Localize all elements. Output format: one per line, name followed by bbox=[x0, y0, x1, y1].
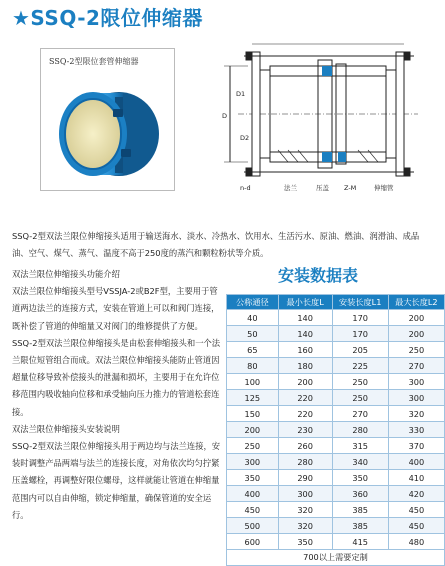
table-cell: 150 bbox=[227, 406, 279, 422]
table-cell: 80 bbox=[227, 358, 279, 374]
part-label-tube: 伸缩管 bbox=[374, 184, 394, 192]
table-cell: 250 bbox=[388, 342, 444, 358]
table-cell: 400 bbox=[388, 454, 444, 470]
table-row bbox=[227, 470, 445, 486]
table-cell: 300 bbox=[388, 374, 444, 390]
table-cell: 290 bbox=[278, 470, 332, 486]
table-cell: 400 bbox=[227, 486, 279, 502]
table-cell: 350 bbox=[332, 470, 388, 486]
table-cell: 340 bbox=[332, 454, 388, 470]
table-cell: 140 bbox=[278, 326, 332, 342]
table-row bbox=[227, 438, 445, 454]
table-row bbox=[227, 326, 445, 342]
table-cell: 180 bbox=[278, 358, 332, 374]
part-label-gland: 压盖 bbox=[316, 184, 329, 192]
table-cell: 450 bbox=[227, 502, 279, 518]
photo-caption: SSQ-2型限位套管伸缩器 bbox=[49, 57, 139, 66]
paragraph: 双法兰限位伸缩接头功能介绍 bbox=[12, 269, 120, 279]
table-cell: 300 bbox=[278, 486, 332, 502]
column-header: 最大长度L2 bbox=[388, 295, 444, 310]
table-cell: 600 bbox=[227, 534, 279, 550]
table-cell: 220 bbox=[278, 390, 332, 406]
table-cell: 50 bbox=[227, 326, 279, 342]
table-cell: 385 bbox=[332, 502, 388, 518]
table-cell: 315 bbox=[332, 438, 388, 454]
part-label-nd: n-d bbox=[240, 184, 251, 192]
table-cell: 350 bbox=[227, 470, 279, 486]
table-cell: 500 bbox=[227, 518, 279, 534]
table-title: 安装数据表 bbox=[278, 266, 359, 285]
table-row bbox=[227, 534, 445, 550]
table-cell: 270 bbox=[332, 406, 388, 422]
table-cell: 360 bbox=[332, 486, 388, 502]
table-row bbox=[227, 422, 445, 438]
table-cell: 65 bbox=[227, 342, 279, 358]
dim-label-d2: D2 bbox=[240, 134, 250, 142]
page-title: ★SSQ-2限位伸缩器 bbox=[12, 6, 203, 30]
table-cell: 370 bbox=[388, 438, 444, 454]
table-row bbox=[227, 406, 445, 422]
column-header: 公称通径 bbox=[227, 295, 279, 310]
part-label-flange: 法兰 bbox=[284, 184, 297, 192]
column-header: 最小长度L bbox=[278, 295, 332, 310]
table-cell: 320 bbox=[388, 406, 444, 422]
table-cell: 160 bbox=[278, 342, 332, 358]
table-cell: 250 bbox=[332, 374, 388, 390]
table-row bbox=[227, 390, 445, 406]
table-row bbox=[227, 374, 445, 390]
table-cell: 320 bbox=[278, 502, 332, 518]
table-cell: 330 bbox=[388, 422, 444, 438]
table-row bbox=[227, 486, 445, 502]
table-cell: 450 bbox=[388, 502, 444, 518]
table-cell: 480 bbox=[388, 534, 444, 550]
table-row bbox=[227, 342, 445, 358]
table-cell: 225 bbox=[332, 358, 388, 374]
table-cell: 125 bbox=[227, 390, 279, 406]
table-footer-note: 700以上需要定制 bbox=[227, 550, 445, 566]
paragraph: 双法兰限位伸缩接头安装说明 bbox=[12, 423, 120, 434]
table-cell: 250 bbox=[227, 438, 279, 454]
paragraph: 双法兰限位伸缩接头型号VSSJA-2或B2F型，主要用于管道两边法兰的连接方式，安装在管道上可以和阀门连接，既补偿了管道的伸缩量又对阀门的维修提供了方便。 bbox=[12, 286, 220, 331]
paragraph: SSQ-2型双法兰限位伸缩接头用于两边均与法兰连接，安装时调整产品两端与法兰的连接长度，对角依次均匀拧紧压盖螺栓，再调整好限位螺母，这样就能让管道在伸缩量范围内可以自由伸缩，锁定伸缩量，确保管道的安全运行。 bbox=[12, 441, 221, 520]
table-cell: 230 bbox=[278, 422, 332, 438]
table-cell: 220 bbox=[278, 406, 332, 422]
technical-drawing bbox=[218, 40, 428, 205]
table-cell: 280 bbox=[332, 422, 388, 438]
table-row bbox=[227, 454, 445, 470]
intro-text: SSQ-2型双法兰限位伸缩接头适用于输送海水、淡水、冷热水、饮用水、生活污水、原油、燃油、润滑油、成品油、空气、煤气、蒸气、温度不高于250度的蒸汽和颗粒粉状等介质。 bbox=[12, 231, 420, 258]
table-cell: 200 bbox=[278, 374, 332, 390]
table-cell: 205 bbox=[332, 342, 388, 358]
table-cell: 260 bbox=[278, 438, 332, 454]
table-cell: 280 bbox=[278, 454, 332, 470]
table-cell: 320 bbox=[278, 518, 332, 534]
table-cell: 170 bbox=[332, 310, 388, 326]
table-row bbox=[227, 358, 445, 374]
table-cell: 250 bbox=[332, 390, 388, 406]
table-cell: 450 bbox=[388, 518, 444, 534]
table-cell: 40 bbox=[227, 310, 279, 326]
paragraph: SSQ-2型双法兰限位伸缩接头是由松套伸缩接头和一个法兰限位短管组合而成。双法兰限位伸缩接头能防止管道因超量位移导致补偿接头的泄漏和损坏，主要用于在允许位移范围内吸收轴向位移和承受轴向压力推力的管道松套连接。 bbox=[12, 337, 221, 417]
expansion-joint-image bbox=[41, 49, 174, 190]
install-data-table bbox=[226, 294, 445, 566]
table-cell: 200 bbox=[388, 326, 444, 342]
table-cell: 385 bbox=[332, 518, 388, 534]
description-column bbox=[12, 266, 222, 524]
table-cell: 410 bbox=[388, 470, 444, 486]
table-cell: 350 bbox=[278, 534, 332, 550]
table-cell: 100 bbox=[227, 374, 279, 390]
table-cell: 140 bbox=[278, 310, 332, 326]
dim-label-d: D bbox=[222, 112, 228, 120]
table-row bbox=[227, 502, 445, 518]
part-label-zm: Z-M bbox=[344, 184, 357, 192]
table-row bbox=[227, 310, 445, 326]
table-cell: 170 bbox=[332, 326, 388, 342]
table-cell: 300 bbox=[388, 390, 444, 406]
table-row bbox=[227, 518, 445, 534]
table-cell: 200 bbox=[388, 310, 444, 326]
column-header: 安装长度L1 bbox=[332, 295, 388, 310]
table-cell: 415 bbox=[332, 534, 388, 550]
dim-label-d1: D1 bbox=[236, 90, 246, 98]
table-cell: 270 bbox=[388, 358, 444, 374]
table-cell: 300 bbox=[227, 454, 279, 470]
table-cell: 200 bbox=[227, 422, 279, 438]
product-photo bbox=[40, 48, 175, 191]
table-cell: 420 bbox=[388, 486, 444, 502]
